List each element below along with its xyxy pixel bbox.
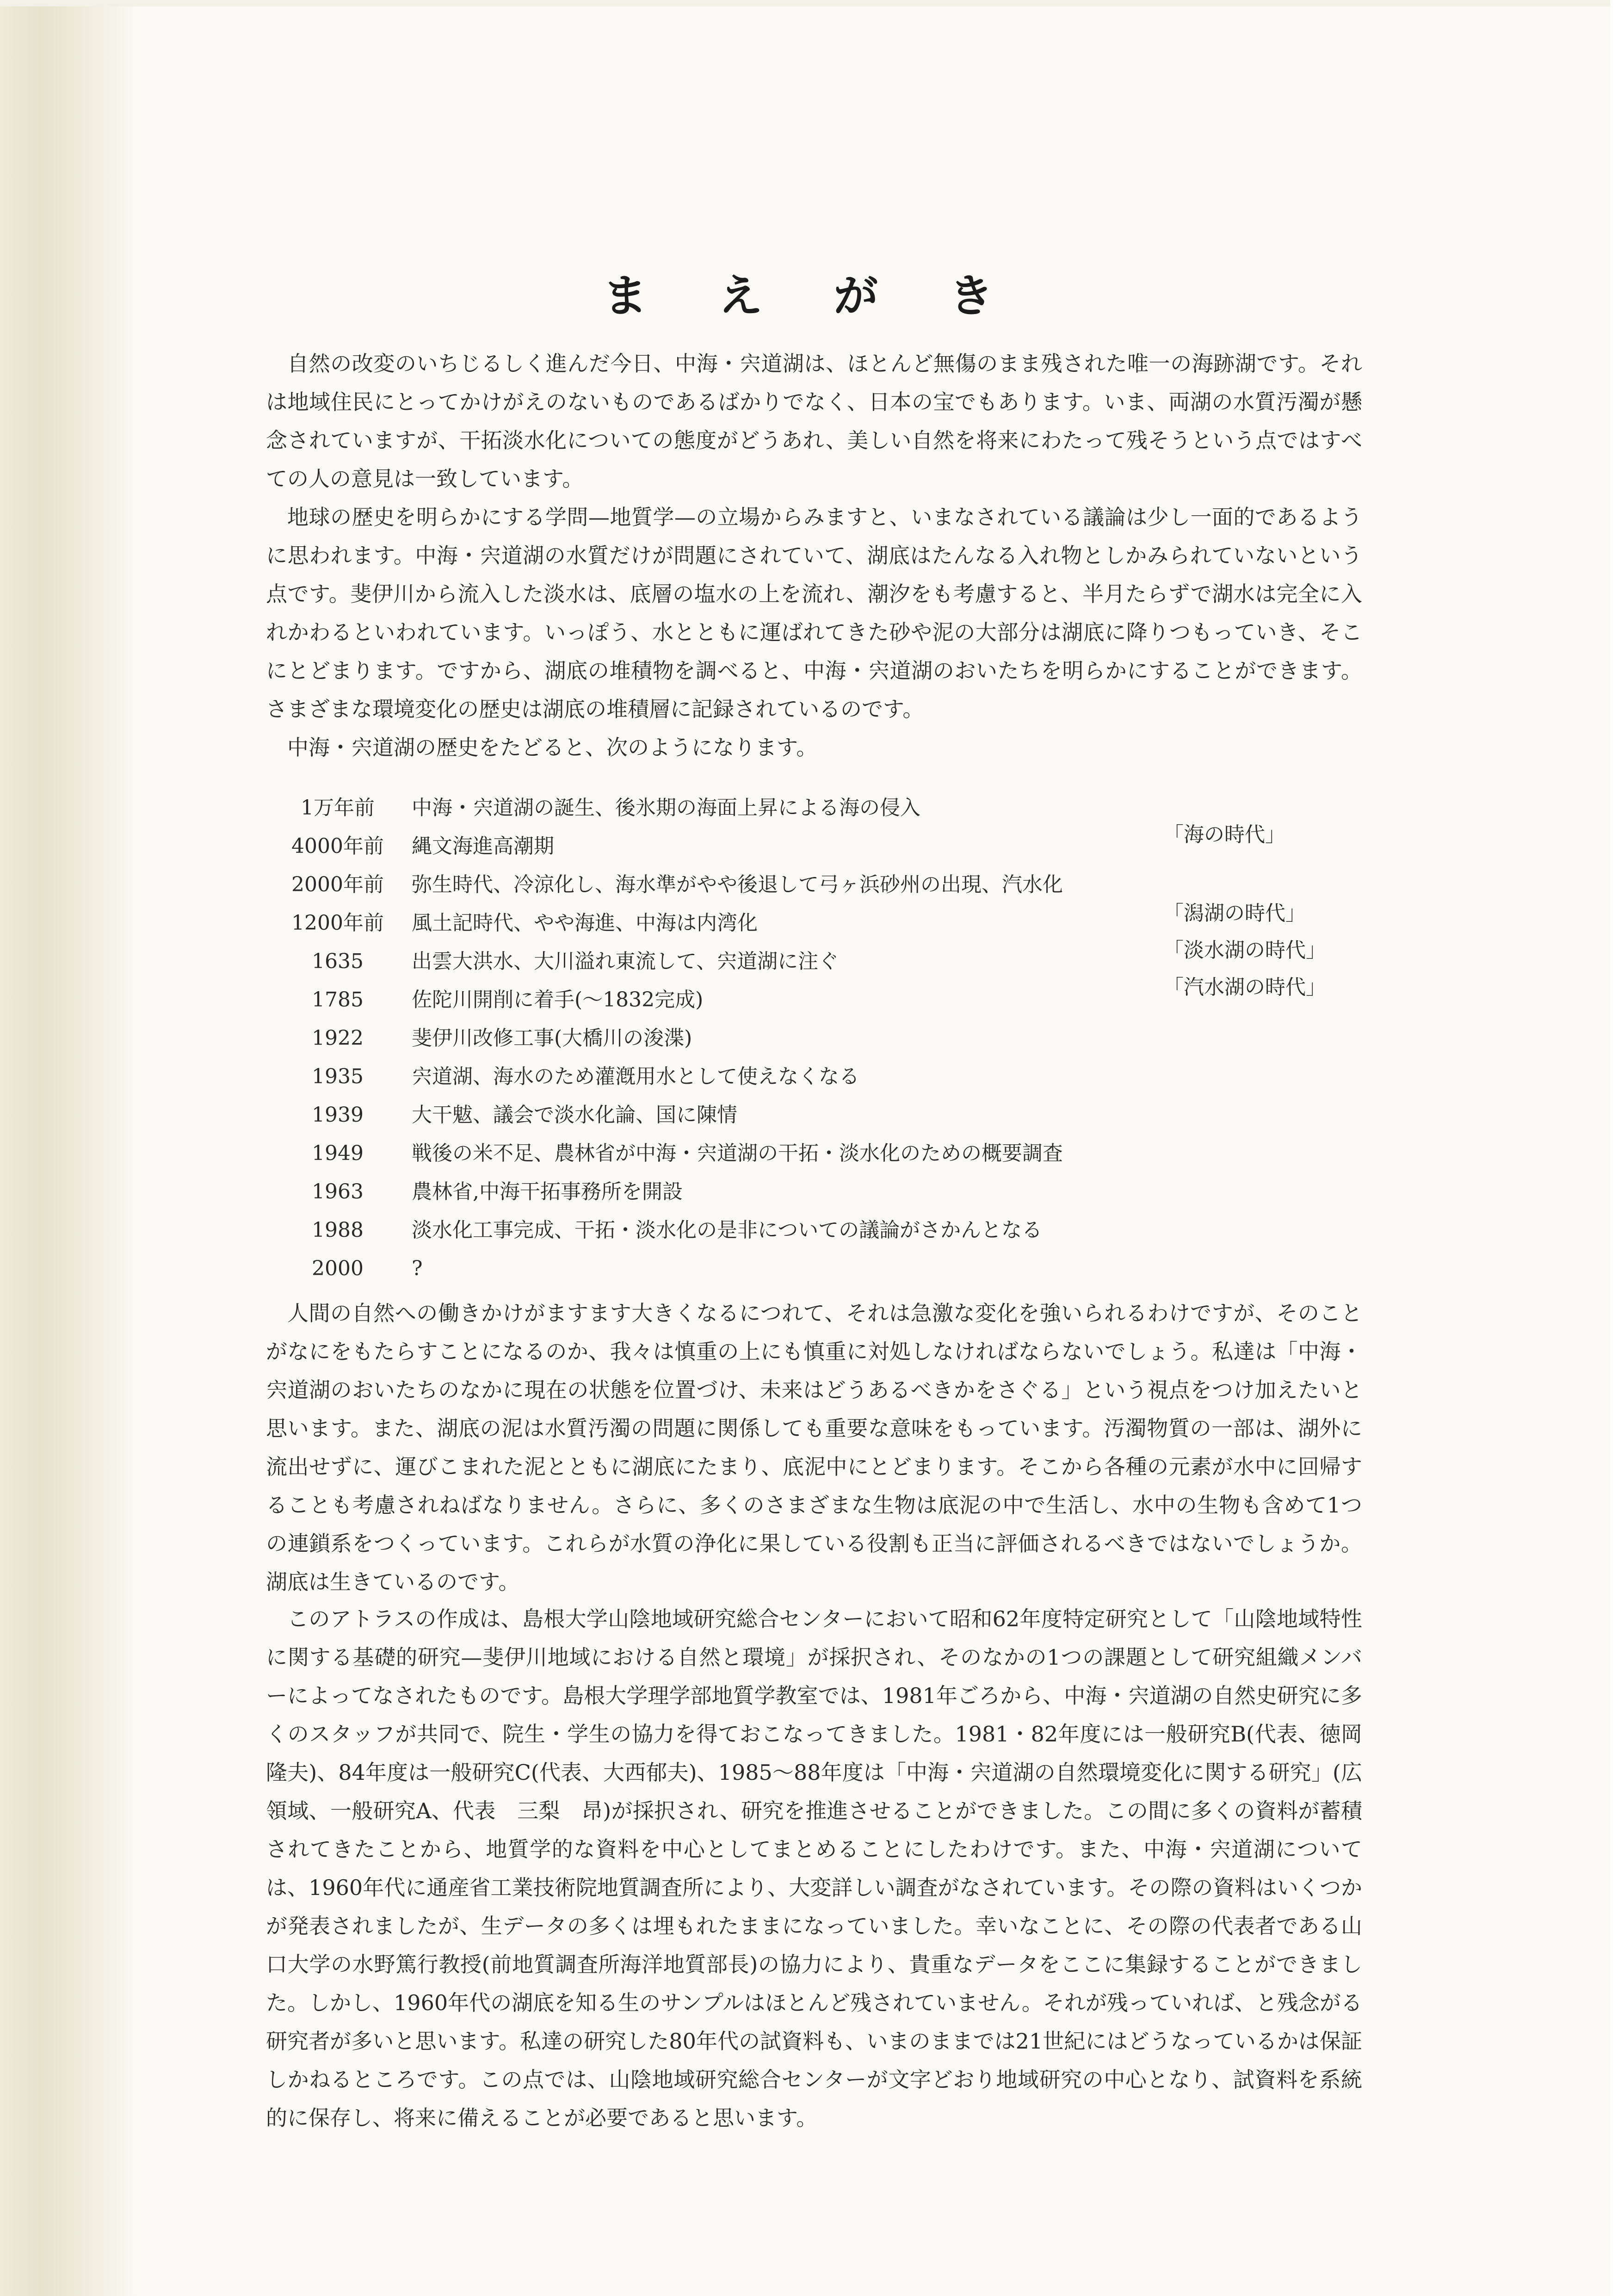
timeline-row (278, 865, 1388, 904)
timeline-event: 佐陀川開削に着手(〜1832完成) (412, 988, 704, 1012)
timeline-year: 1200年前 (291, 911, 384, 935)
timeline-year: 1万年前 (301, 796, 375, 820)
timeline-row (278, 1173, 1388, 1211)
timeline-year: 1785 (312, 988, 364, 1012)
timeline-event: 斐伊川改修工事(大橋川の浚渫) (412, 1026, 692, 1050)
timeline-row (278, 1249, 1388, 1288)
page-top-edge (0, 0, 1624, 6)
timeline-row (278, 1211, 1388, 1249)
timeline-row (278, 1134, 1388, 1173)
timeline-event: 風土記時代、やや海進、中海は内湾化 (412, 911, 758, 935)
timeline-event: 弥生時代、冷涼化し、海水準がやや後退して弓ヶ浜砂州の出現、汽水化 (412, 873, 1063, 896)
timeline-year: 1949 (312, 1142, 364, 1165)
timeline-year: 1963 (312, 1180, 364, 1204)
era-label-lagoon: 「潟湖の時代」 (1163, 901, 1306, 925)
timeline-year: 4000年前 (291, 834, 384, 858)
era-label-brackish-lake: 「汽水湖の時代」 (1163, 975, 1326, 999)
page-right-edge (1610, 0, 1624, 2296)
timeline-year: 2000 (312, 1257, 364, 1280)
timeline-row (278, 1057, 1388, 1096)
timeline-event: 宍道湖、海水のため灌漑用水として使えなくなる (412, 1065, 859, 1088)
paragraph-human-impact: 人間の自然への働きかけがますます大きくなるにつれて、それは急激な変化を強いられるわけですが、そのことがなにをもたらすことになるのか、我々は慎重の上にも慎重に対処しなければならないでしょう。私達は「中海・宍道湖のおいたちのなかに現在の状態を位置づけ、未来はどうあるべきかをさぐる」という視点をつけ加えたいと思います。また、湖底の泥は水質汚濁の問題に関係しても重要な意味をもっています。汚濁物質の一部は、湖外に流出せずに、運びこまれた泥とともに湖底にたまり、底泥中にとどまります。そこから各種の元素が水中に回帰することも考慮されねばなりません。さらに、多くのさまざまな生物は底泥の中で生活し、水中の生物も含めて1つの連鎖系をつくっています。これらが水質の浄化に果している役割も正当に評価されるべきではないでしょうか。湖底は生きているのです。 (266, 1301, 1362, 1594)
timeline-year: 2000年前 (291, 873, 384, 896)
page-title: ま え が き (603, 270, 1021, 322)
book-binding-shadow (0, 0, 139, 2296)
timeline-year: 1635 (312, 950, 364, 973)
history-timeline (278, 789, 1388, 1288)
paragraph-atlas-origin: このアトラスの作成は、島根大学山陰地域研究総合センターにおいて昭和62年度特定研究として「山陰地域特性に関する基礎的研究—斐伊川地域における自然と環境」が採択され、そのなかの1つの課題として研究組織メンバーによってなされたものです。島根大学理学部地質学教室では、1981年ごろから、中海・宍道湖の自然史研究に多くのスタッフが共同で、院生・学生の協力を得ておこなってきました。1981・82年度には一般研究B(代表、徳岡隆夫)、84年度は一般研究C(代表、大西郁夫)、1985〜88年度は「中海・宍道湖の自然環境変化に関する研究」(広領域、一般研究A、代表 三梨 昂)が採択され、研究を推進させることができました。この間に多くの資料が蓄積されてきたことから、地質学的な資料を中心としてまとめることにしたわけです。また、中海・宍道湖については、1960年代に通産省工業技術院地質調査所により、大変詳しい調査がなされています。その際の資料はいくつかが発表されましたが、生データの多くは埋もれたままになっていました。幸いなことに、その際の代表者である山口大学の水野篤行教授(前地質調査所海洋地質部長)の協力により、貴重なデータをここに集録することができました。しかし、1960年代の湖底を知る生のサンプルはほとんど残されていません。それが残っていれば、と残念がる研究者が多いと思います。私達の研究した80年代の試資料も、いまのままでは21世紀にはどうなっているかは保証しかねるところです。この点では、山陰地域研究総合センターが文字どおり地域研究の中心となり、試資料を系統的に保存し、将来に備えることが必要であると思います。 (266, 1606, 1362, 2130)
timeline-year: 1935 (312, 1065, 364, 1088)
paragraph-intro: 自然の改変のいちじるしく進んだ今日、中海・宍道湖は、ほとんど無傷のまま残された唯一の海跡湖です。それは地域住民にとってかけがえのないものであるばかりでなく、日本の宝でもあります。いま、両湖の水質汚濁が懸念されていますが、干拓淡水化についての態度がどうあれ、美しい自然を将来にわたって残そうという点ではすべての人の意見は一致しています。 (266, 351, 1362, 491)
timeline-event: 農林省,中海干拓事務所を開設 (412, 1180, 683, 1204)
timeline-event: 中海・宍道湖の誕生、後氷期の海面上昇による海の侵入 (412, 796, 920, 820)
timeline-event: ? (412, 1257, 423, 1280)
paragraph-history-lead: 中海・宍道湖の歴史をたどると、次のようになります。 (287, 735, 818, 760)
timeline-event: 縄文海進高潮期 (412, 834, 554, 858)
timeline-event: 大干魃、議会で淡水化論、国に陳情 (412, 1103, 737, 1127)
timeline-row (278, 1019, 1388, 1057)
paragraph-geology-view: 地球の歴史を明らかにする学問—地質学—の立場からみますと、いまなされている議論は少し一面的であるように思われます。中海・宍道湖の水質だけが問題にされていて、湖底はたんなる入れ物としかみられていないという点です。斐伊川から流入した淡水は、底層の塩水の上を流れ、潮汐をも考慮すると、半月たらずで湖水は完全に入れかわるといわれています。いっぽう、水とともに運ばれてきた砂や泥の大部分は湖底に降りつもっていき、そこにとどまります。ですから、湖底の堆積物を調べると、中海・宍道湖のおいたちを明らかにすることができます。さまざまな環境変化の歴史は湖底の堆積層に記録されているのです。 (266, 505, 1362, 722)
timeline-event: 出雲大洪水、大川溢れ東流して、宍道湖に注ぐ (412, 950, 839, 973)
timeline-year: 1988 (312, 1218, 364, 1242)
timeline-year: 1939 (312, 1103, 364, 1127)
timeline-year: 1922 (312, 1026, 364, 1050)
era-label-freshwater-lake: 「淡水湖の時代」 (1163, 938, 1326, 962)
timeline-event: 淡水化工事完成、干拓・淡水化の是非についての議論がさかんとなる (412, 1218, 1043, 1242)
era-label-sea: 「海の時代」 (1163, 823, 1285, 846)
timeline-event: 戦後の米不足、農林省が中海・宍道湖の干拓・淡水化のための概要調査 (412, 1142, 1063, 1165)
timeline-row (278, 1096, 1388, 1134)
